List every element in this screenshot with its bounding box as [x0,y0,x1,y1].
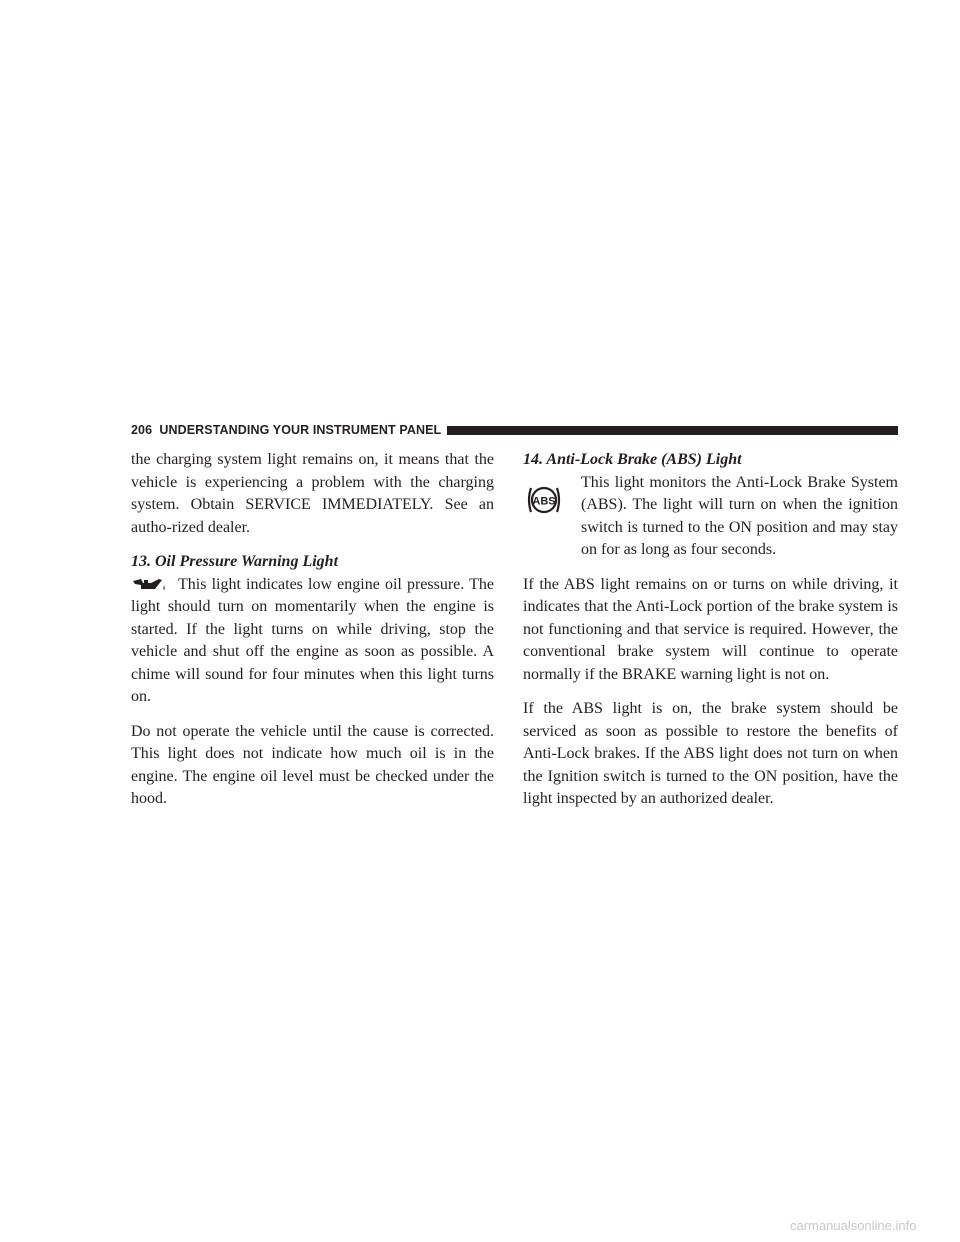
watermark: carmanualsonline.info [790,1218,917,1233]
oil-can-icon [131,574,168,596]
abs-warning-icon [523,472,565,528]
oil-paragraph: This light indicates low engine oil pressure. The light should turn on momentarily when the engine is started. If the light turns on while driving, stop the vehicle and shut off the engine as soon as possible. A chime will sound for four minutes when this light turns on. [131,575,494,705]
page-number: 206 [131,423,153,437]
page-header [131,421,898,439]
oil-section [131,574,494,709]
header-rule [447,426,898,435]
right-column [523,449,898,823]
intro-paragraph: the charging system light remains on, it means that the vehicle is experiencing a problem with the charging system. Obtain SERVICE IMMEDIATELY. See an autho-rized dealer. [131,451,494,536]
abs-paragraph-2: If the ABS light remains on or turns on while driving, it indicates that the Anti-Lock portion of the brake system is not functioning and that service is required. However, the conventional brake system will continue to operate normally if the BRAKE warning light is not on. [523,575,898,683]
abs-icon-label: ABS [532,495,556,507]
page-header-text [131,423,441,437]
section-title: UNDERSTANDING YOUR INSTRUMENT PANEL [159,423,442,437]
left-column [131,449,494,823]
abs-paragraph: This light monitors the Anti-Lock Brake System (ABS). The light will turn on when the ignition switch is turned to the ON position and may stay on for as long as four seconds. [581,473,898,558]
abs-section [523,472,898,562]
abs-heading: 14. Anti-Lock Brake (ABS) Light [523,451,742,468]
oil-heading: 13. Oil Pressure Warning Light [131,553,339,570]
abs-paragraph-3: If the ABS light is on, the brake system should be serviced as soon as possible to restore the benefits of Anti-Lock brakes. If the ABS light does not turn on when the Ignition switch is turned to the ON position, have the light inspected by an authorized dealer. [523,700,898,807]
oil-paragraph-2: Do not operate the vehicle until the cause is corrected. This light does not indicate how much oil is in the engine. The engine oil level must be checked under the hood. [131,722,494,807]
